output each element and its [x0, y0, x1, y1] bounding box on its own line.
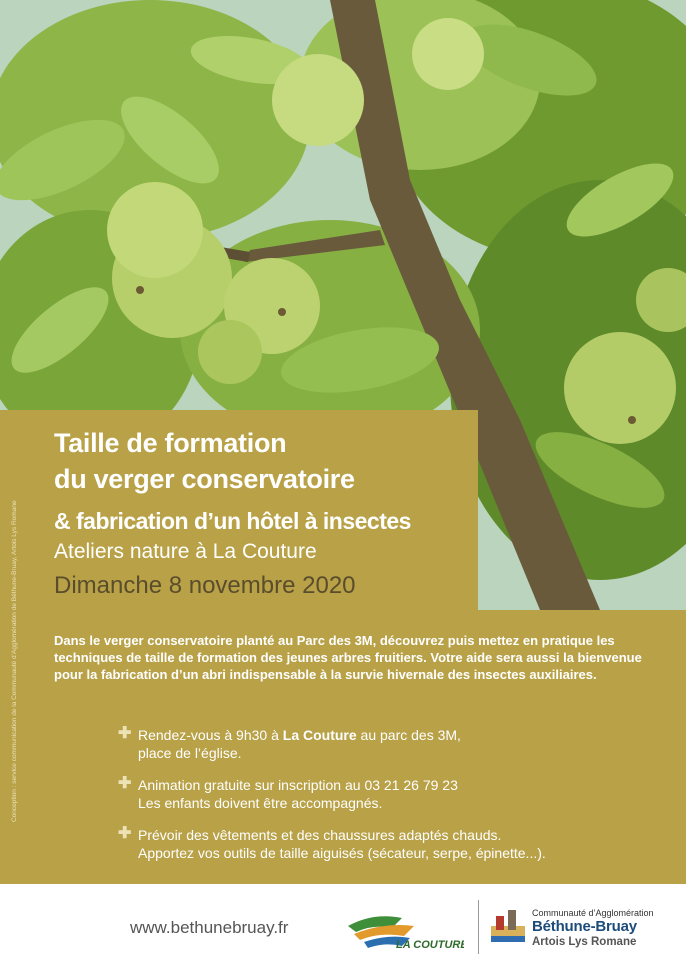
detail-meeting-text-a: Rendez-vous à 9h30 à [138, 727, 283, 743]
detail-equipment-line2: Apportez vos outils de taille aiguisés (sécateur, serpe, épinette...). [138, 845, 546, 861]
cab-emblem [488, 906, 528, 951]
event-date: Dimanche 8 novembre 2020 [54, 572, 356, 599]
cab-name-line2: Béthune-Bruay [532, 918, 637, 935]
detail-meeting [118, 726, 658, 762]
plus-icon: ✚ [118, 725, 132, 742]
detail-registration-line2: Les enfants doivent être accompagnés. [138, 795, 383, 811]
event-title-line1: Taille de formation [54, 428, 287, 458]
design-credit: Conception : service communication de la Communauté d’Agglomération de Béthune-Bruay, Artois Lys Romane [11, 500, 18, 822]
detail-meeting-line2: place de l’église. [138, 745, 242, 761]
detail-equipment-line1: Prévoir des vêtements et des chaussures adaptés chauds. [138, 827, 502, 843]
detail-equipment [118, 826, 658, 862]
footer-divider [478, 900, 479, 954]
la-couture-logo-text: LA COUTURE [396, 939, 464, 951]
cab-name-line3: Artois Lys Romane [532, 936, 637, 948]
event-description: Dans le verger conservatoire planté au Parc des 3M, découvrez puis mettez en pratique les techniques de taille de formation des jeunes arbres fruitiers. Votre aide sera aussi la bienvenue pour la fabrication d’un abri indispensable à la survie hivernale des insectes auxiliaires. [54, 633, 642, 682]
detail-meeting-text-b: au parc des 3M, [356, 727, 461, 743]
website-link[interactable]: www.bethunebruay.fr [130, 918, 289, 937]
event-subtitle: Ateliers nature à La Couture [54, 540, 317, 563]
cab-name-line1: Communauté d’Agglomération [532, 908, 654, 918]
event-title-line2: du verger conservatoire [54, 464, 355, 494]
detail-meeting-place: La Couture [282, 727, 357, 743]
plus-icon: ✚ [118, 825, 132, 842]
detail-registration-line1: Animation gratuite sur inscription au 03 21 26 79 23 [138, 777, 458, 793]
event-title-line3: & fabrication d’un hôtel à insectes [54, 508, 411, 534]
plus-icon: ✚ [118, 775, 132, 792]
event-details-list [118, 726, 658, 876]
la-couture-logo [344, 904, 464, 959]
detail-registration [118, 776, 658, 812]
